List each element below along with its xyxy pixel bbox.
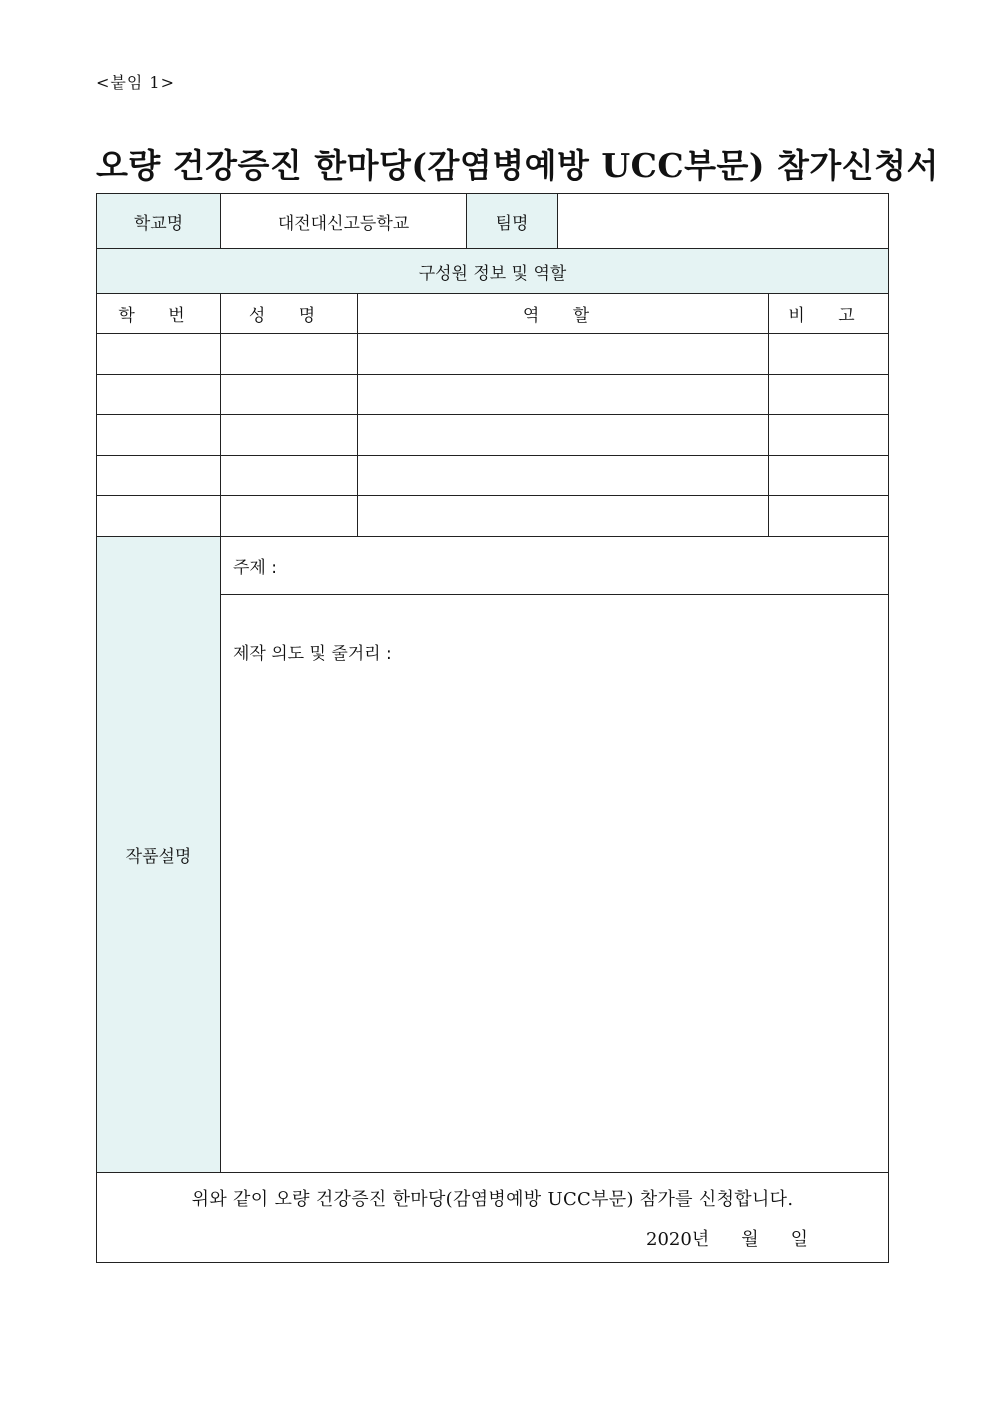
member-name-cell[interactable]: [221, 456, 358, 496]
members-header-row: [97, 294, 889, 334]
member-student-id-cell[interactable]: [97, 456, 221, 496]
document-title: 오량 건강증진 한마당(감염병예방 UCC부문) 참가신청서: [96, 146, 939, 185]
member-remarks-cell[interactable]: [769, 456, 889, 496]
member-student-id-cell[interactable]: [97, 496, 221, 537]
member-row: [97, 334, 889, 375]
application-statement: 위와 같이 오량 건강증진 한마당(감염병예방 UCC부문) 참가를 신청합니다.: [191, 1189, 794, 1210]
member-student-id-cell[interactable]: [97, 375, 221, 415]
member-role-cell[interactable]: [358, 496, 769, 537]
member-name-cell[interactable]: [221, 334, 358, 375]
members-section-title: 구성원 정보 및 역할: [97, 249, 889, 294]
member-row: [97, 375, 889, 415]
footer-cell: [97, 1173, 889, 1263]
team-name-label: 팀명: [467, 194, 558, 249]
date-day: 일: [790, 1229, 809, 1250]
application-form-table: [96, 193, 889, 1263]
member-student-id-cell[interactable]: [97, 334, 221, 375]
theme-field[interactable]: 주제 :: [221, 537, 889, 595]
member-remarks-cell[interactable]: [769, 375, 889, 415]
member-student-id-cell[interactable]: [97, 415, 221, 456]
members-section-row: [97, 249, 889, 294]
member-role-cell[interactable]: [358, 415, 769, 456]
header-role: 역 할: [358, 294, 769, 334]
member-row: [97, 496, 889, 537]
member-remarks-cell[interactable]: [769, 496, 889, 537]
footer-row: [97, 1173, 889, 1263]
team-name-value[interactable]: [558, 194, 889, 249]
header-student-id: 학 번: [97, 294, 221, 334]
member-row: [97, 415, 889, 456]
work-description-label: 작품설명: [97, 537, 221, 1173]
member-remarks-cell[interactable]: [769, 334, 889, 375]
member-name-cell[interactable]: [221, 375, 358, 415]
member-row: [97, 456, 889, 496]
attachment-label: <붙임 1>: [96, 73, 175, 92]
date-month: 월: [741, 1229, 759, 1250]
date-year: 2020년: [646, 1229, 710, 1250]
member-role-cell[interactable]: [358, 375, 769, 415]
header-remarks: 비 고: [769, 294, 889, 334]
header-name: 성 명: [221, 294, 358, 334]
theme-row: [97, 537, 889, 595]
school-name-label: 학교명: [97, 194, 221, 249]
member-name-cell[interactable]: [221, 496, 358, 537]
member-role-cell[interactable]: [358, 456, 769, 496]
member-name-cell[interactable]: [221, 415, 358, 456]
school-name-value[interactable]: 대전대신고등학교: [221, 194, 467, 249]
application-date: [646, 1225, 808, 1251]
school-team-row: [97, 194, 889, 249]
member-role-cell[interactable]: [358, 334, 769, 375]
member-remarks-cell[interactable]: [769, 415, 889, 456]
intent-plot-field[interactable]: 제작 의도 및 줄거리 :: [221, 595, 889, 1173]
